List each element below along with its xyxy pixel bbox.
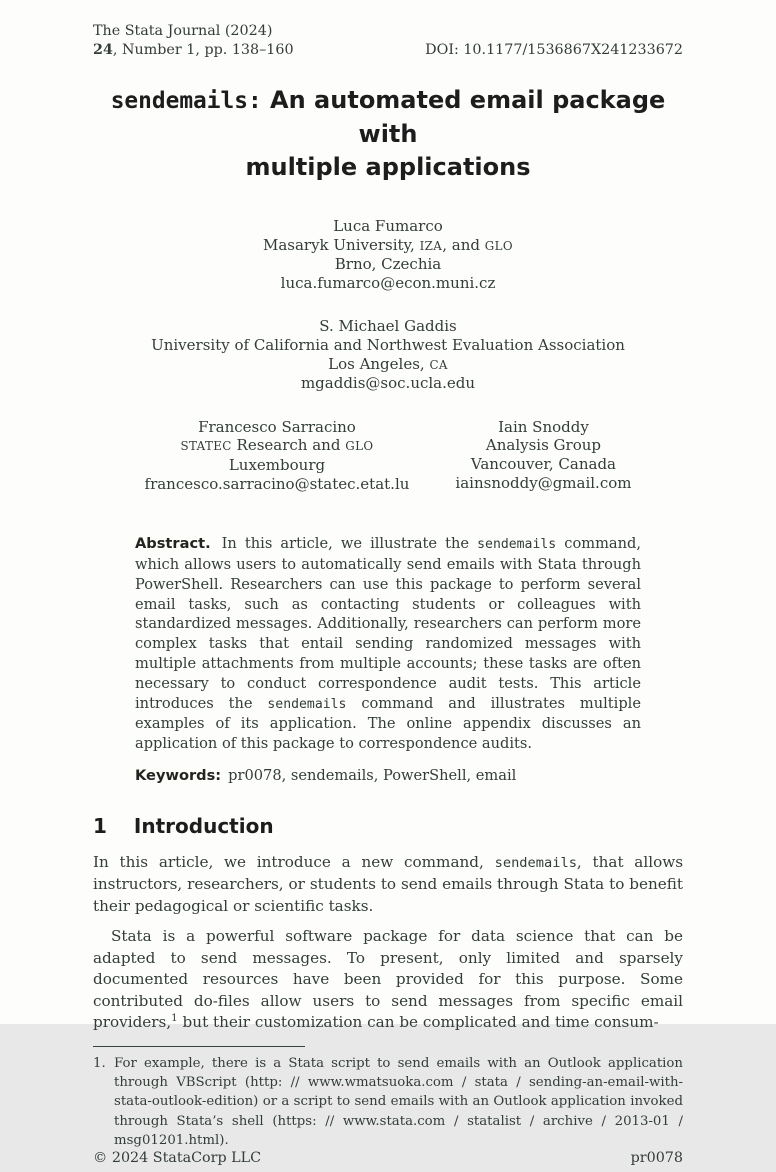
author-email[interactable]: iainsnoddy@gmail.com [455, 473, 632, 492]
author-block-sarracino [145, 418, 410, 493]
author-affiliation [145, 436, 410, 456]
keywords [135, 767, 641, 784]
author-email[interactable]: mgaddis@soc.ucla.edu [300, 374, 476, 393]
page-footer [93, 1150, 683, 1172]
article-title [93, 84, 683, 184]
affil-smallcaps: IZA [419, 238, 443, 253]
affil-text: , and [442, 235, 485, 254]
footnote-area [93, 1046, 683, 1150]
paragraph-text: In this article, we introduce a new command, [93, 852, 495, 871]
footnote-segment: For example, there is a Stata script to send emails with an Outlook application through VBScript ( [114, 1055, 683, 1091]
paragraph-text: , that allows instructors, researchers, or students to send emails through Stata to benefit their pedagogical or scientific tasks. [93, 852, 684, 915]
author-location [93, 355, 683, 375]
footnote-marker: 1 [171, 1012, 178, 1025]
paragraph-text: Stata is a powerful software package for data science that can be adapted to send messages. To present, only limited and sparsely documented resources have been provided for this purpose. Some contributed do-files allow users to send messages from specific email providers, [93, 927, 683, 1032]
author-name: Luca Fumarco [333, 217, 443, 235]
section-title: Introduction [133, 813, 274, 838]
abstract-text: In this article, we illustrate the [221, 535, 478, 553]
command-code: sendemails [267, 696, 347, 712]
footnote-1 [93, 1054, 683, 1150]
paragraph-1 [93, 852, 683, 918]
affil-text: Research and [231, 436, 346, 455]
footnote-text [114, 1054, 683, 1150]
author-name: Iain Snoddy [498, 417, 589, 436]
author-location: Brno, Czechia [334, 255, 442, 274]
affil-text: Masaryk University, [262, 235, 420, 254]
footnote-segment: ). [219, 1132, 229, 1148]
journal-name: The Stata Journal (2024) [93, 23, 273, 39]
footnote-url[interactable]: http: // www.wmatsuoka.com / stata / sending-an-email-with-stata-outlook-edition [114, 1075, 683, 1110]
author-affiliation: University of California and Northwest Evaluation Association [151, 335, 625, 354]
issue-pages: , Number 1, pp. 138–160 [112, 41, 294, 58]
author-row-pair [93, 418, 683, 518]
title-line-2: multiple applications [245, 153, 531, 181]
keywords-text: pr0078, sendemails, PowerShell, email [228, 766, 517, 784]
title-line-1 [93, 84, 683, 151]
affil-smallcaps: GLO [345, 439, 374, 454]
journal-info [93, 22, 294, 59]
author-location: Luxembourg [228, 455, 326, 474]
footnote-segment: ) or a script to send emails with an Outlook application invoked through Stata’s shell ( [114, 1094, 683, 1129]
abstract-text: command and illustrates multiple examples of its application. The online appendix discusses an application of this package to correspondence audits. [135, 694, 641, 753]
location-text: Los Angeles, [328, 354, 430, 373]
title-line1-rest: An automated email package with [261, 86, 666, 148]
volume-number: 24 [93, 41, 113, 58]
doi: DOI: 10.1177/1536867X241233672 [425, 41, 683, 58]
author-block-gaddis [93, 317, 683, 392]
author-location: Vancouver, Canada [470, 454, 617, 473]
author-email[interactable]: luca.fumarco@econ.muni.cz [280, 273, 496, 292]
author-affiliation: Analysis Group [485, 436, 602, 455]
author-name: Francesco Sarracino [198, 417, 356, 436]
title-command-code: sendemails: [110, 88, 262, 114]
section-heading-introduction [93, 814, 683, 838]
command-code: sendemails [494, 854, 577, 871]
footnote-url[interactable]: https: // www.stata.com / statalist / archive / 2013-01 / msg01201.html [114, 1113, 683, 1148]
volume-line [93, 41, 294, 60]
abstract-text: command, which allows users to automatically send emails with Stata through PowerShell. Researchers can use this package to perform several email tasks, such as contacting students or colleagues with standardized messages. Additionally, researchers can perform more complex tasks that entail sending randomized messages with multiple attachments from multiple accounts; these tasks are often necessary to conduct correspondence audit tests. This article introduces the [135, 535, 641, 712]
location-smallcaps: CA [429, 357, 448, 372]
footnote-rule [93, 1046, 305, 1047]
keywords-label: Keywords: [135, 766, 222, 784]
author-name: S. Michael Gaddis [319, 317, 457, 336]
abstract-label: Abstract. [135, 535, 211, 553]
abstract [135, 534, 641, 754]
page-header [93, 22, 683, 59]
author-email[interactable]: francesco.sarracino@statec.etat.lu [144, 474, 410, 493]
footnote-number: 1. [93, 1055, 106, 1071]
article-id: pr0078 [630, 1149, 683, 1166]
author-block-fumarco [93, 217, 683, 292]
paragraph-2 [93, 926, 683, 1034]
section-number: 1 [93, 813, 107, 838]
paragraph-text: but their customization can be complicated and time consum- [177, 1013, 659, 1032]
copyright-notice: © 2024 StataCorp LLC [93, 1149, 262, 1166]
affil-smallcaps: GLO [484, 238, 514, 253]
author-block-snoddy [455, 418, 631, 493]
command-code: sendemails [477, 537, 557, 553]
author-affiliation [93, 236, 683, 256]
affil-smallcaps: STATEC [180, 439, 232, 454]
author-section [93, 217, 683, 518]
